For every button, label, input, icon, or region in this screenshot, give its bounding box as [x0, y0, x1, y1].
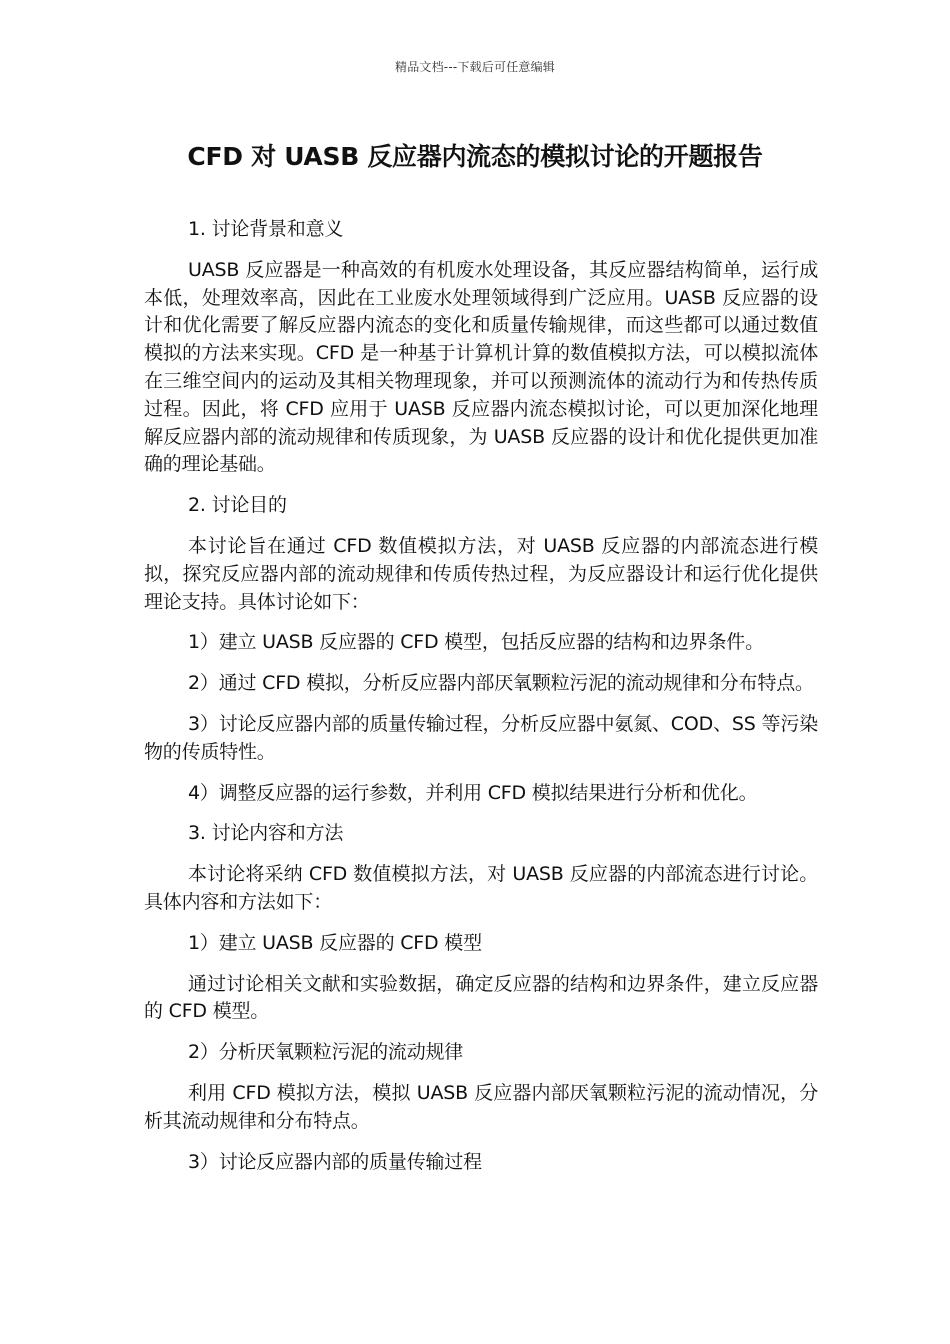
paragraph-purpose: 本讨论旨在通过 CFD 数值模拟方法，对 UASB 反应器的内部流态进行模拟，探究反应器内部的流动规律和传质传热过程，为反应器设计和运行优化提供理论支持。具体讨论如下： — [144, 534, 818, 613]
list-item-purpose-1: 1）建立 UASB 反应器的 CFD 模型，包括反应器的结构和边界条件。 — [188, 631, 764, 654]
section-heading-purpose: 2. 讨论目的 — [188, 494, 287, 517]
paragraph-methods: 本讨论将采纳 CFD 数值模拟方法，对 UASB 反应器的内部流态进行讨论。具体内容和方法如下： — [144, 863, 818, 913]
list-item-purpose-2: 2）通过 CFD 模拟，分析反应器内部厌氧颗粒污泥的流动规律和分布特点。 — [188, 672, 814, 695]
paragraph-background: UASB 反应器是一种高效的有机废水处理设备，其反应器结构简单，运行成本低，处理效率高，因此在工业废水处理领域得到广泛应用。UASB 反应器的设计和优化需要了解反应器内流态的变化和质量传输规律，而这些都可以通过数值模拟的方法来实现。CFD 是一种基于计算机计算的数值模拟方法，可以模拟流体在三维空间内的运动及其相关物理现象，并可以预测流体的流动行为和传热传质过程。因此，将 CFD 应用于 UASB 反应器内流态模拟讨论，可以更加深化地理解反应器内部的流动规律和传质现象，为 UASB 反应器的设计和优化提供更加准确的理论基础。 — [144, 258, 818, 476]
document-title: CFD 对 UASB 反应器内流态的模拟讨论的开题报告 — [187, 142, 763, 171]
subheading-method-2: 2）分析厌氧颗粒污泥的流动规律 — [188, 1041, 464, 1064]
list-item-purpose-4: 4）调整反应器的运行参数，并利用 CFD 模拟结果进行分析和优化。 — [188, 781, 758, 804]
list-item-purpose-3: 3）讨论反应器内部的质量传输过程，分析反应器中氨氮、COD、SS 等污染物的传质特性。 — [144, 712, 818, 763]
document-body — [144, 216, 818, 1189]
paragraph-method-1: 通过讨论相关文献和实验数据，确定反应器的结构和边界条件，建立反应器的 CFD 模型。 — [144, 972, 818, 1023]
subheading-method-3: 3）讨论反应器内部的质量传输过程 — [188, 1150, 482, 1173]
section-heading-methods: 3. 讨论内容和方法 — [188, 822, 344, 845]
subheading-method-1: 1）建立 UASB 反应器的 CFD 模型 — [188, 931, 482, 954]
paragraph-method-2: 利用 CFD 模拟方法，模拟 UASB 反应器内部厌氧颗粒污泥的流动情况，分析其流动规律和分布特点。 — [144, 1081, 818, 1132]
section-heading-background: 1. 讨论背景和意义 — [188, 218, 344, 240]
header-note: 精品文档---下载后可任意编辑 — [395, 60, 555, 74]
